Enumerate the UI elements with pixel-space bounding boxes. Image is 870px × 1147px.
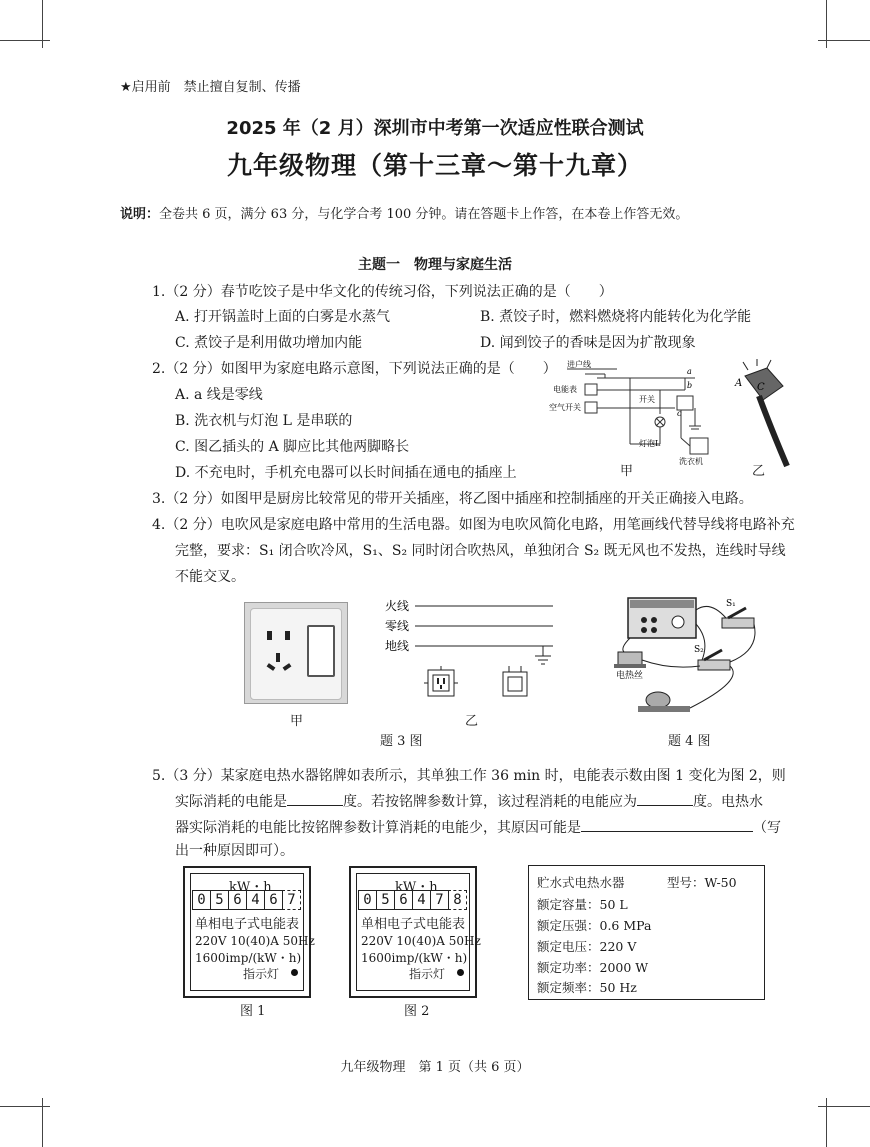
label-neutral-wire: 零线: [385, 619, 410, 633]
q4-line3: 不能交叉。: [175, 569, 245, 585]
q5-line2-part2: 度。若按铭牌参数计算，该过程消耗的电能应为: [343, 794, 637, 810]
meter-type: 单相电子式电能表: [195, 917, 300, 932]
crop-mark-bl-h: [0, 1106, 50, 1107]
nameplate-frequency: 额定频率：50 Hz: [537, 980, 637, 995]
section-theme: 主题一 物理与家庭生活: [358, 257, 512, 273]
meter-indicator-label: 指示灯: [409, 967, 446, 981]
exam-title: 2025 年（2 月）深圳市中考第一次适应性联合测试: [226, 118, 644, 139]
q5-line3-part2: （写: [753, 820, 781, 836]
label-b: b: [687, 381, 693, 390]
q5-blank-1[interactable]: [287, 791, 343, 806]
water-heater-nameplate: [528, 865, 765, 1000]
q5-line4: 出一种原因即可）。: [175, 843, 294, 859]
label-s2: S₂: [694, 645, 704, 655]
meter-unit: kW・h: [395, 880, 438, 895]
label-breaker: 空气开关: [549, 403, 581, 412]
label-heater: 电热丝: [616, 671, 644, 681]
label-c: c: [677, 409, 682, 418]
meter-digit: 4: [246, 890, 265, 910]
q3-stem: 3.（2 分）如图甲是厨房比较常见的带开关插座，将乙图中插座和控制插座的开关正确接入电路。: [152, 491, 753, 507]
meter-digit: 5: [376, 890, 395, 910]
meter-imp: 1600imp/(kW・h): [361, 951, 468, 965]
plug-label-a: A: [735, 378, 743, 389]
label-lamp: 灯泡L: [639, 439, 661, 448]
nameplate-power: 额定功率：2000 W: [537, 960, 649, 975]
label-s1: S₁: [726, 599, 736, 609]
q1-option-b: B. 煮饺子时，燃料燃烧将内能转化为化学能: [480, 309, 752, 325]
meter-digit: 6: [228, 890, 247, 910]
meter-digit: 5: [210, 890, 229, 910]
indicator-light-icon: [291, 969, 298, 976]
meter-digit: 6: [264, 890, 283, 910]
meter-indicator-label: 指示灯: [243, 967, 280, 981]
nameplate-model: 型号：W-50: [667, 875, 737, 890]
fig3-jia: 甲: [290, 714, 304, 729]
meter-imp: 1600imp/(kW・h): [195, 951, 302, 965]
label-incoming: 进户线: [567, 360, 591, 369]
fig3-caption: 题 3 图: [380, 734, 423, 749]
fig3-hole: [267, 631, 272, 640]
label-fire-wire: 火线: [385, 599, 410, 613]
q5-line3: [175, 817, 781, 837]
fig3-hole: [285, 631, 290, 640]
meter-digit: 0: [358, 890, 377, 910]
q5-line2-part1: 实际消耗的电能是: [175, 794, 287, 810]
label-earth-wire: 地线: [385, 639, 410, 653]
meter-type: 单相电子式电能表: [361, 917, 466, 932]
meter-digit: 7: [430, 890, 449, 910]
q5-blank-2[interactable]: [637, 791, 693, 806]
crop-mark-tr-h: [818, 40, 870, 41]
q4-line1: 4.（2 分）电吹风是家庭电路中常用的生活电器。如图为电吹风简化电路，用笔画线代替导线将电路补充: [152, 517, 795, 533]
fig3-socket-photo: [244, 602, 348, 704]
label-switch: 开关: [639, 395, 655, 404]
nameplate-pressure: 额定压强：0.6 MPa: [537, 918, 652, 933]
energy-meter-2: [349, 866, 481, 998]
q2-option-c: C. 图乙插头的 A 脚应比其他两脚略长: [175, 439, 410, 455]
fig3-yi: 乙: [465, 714, 479, 729]
q5-line2-part3: 度。电热水: [693, 794, 763, 810]
fig3-switch-rocker: [307, 625, 335, 677]
q1-stem: 1.（2 分）春节吃饺子是中华文化的传统习俗，下列说法正确的是（ ）: [152, 284, 613, 300]
instructions: [120, 203, 688, 222]
q5-blank-3[interactable]: [581, 817, 753, 832]
meter-rating: 220V 10(40)A 50Hz: [361, 934, 481, 948]
indicator-light-icon: [457, 969, 464, 976]
label-meter: 电能表: [553, 385, 577, 394]
q1-option-a: A. 打开锅盖时上面的白雾是水蒸气: [175, 309, 391, 325]
confidential-notice: ★启用前 禁止擅自复制、传播: [120, 80, 301, 95]
instruction-text: 全卷共 6 页，满分 63 分，与化学合考 100 分钟。请在答题卡上作答，在本卷上作答无效。: [159, 207, 689, 222]
exam-subtitle: 九年级物理（第十三章～第十九章）: [226, 151, 643, 180]
meter-digit-decimal: 7: [282, 890, 301, 910]
q5-line1: 5.（3 分）某家庭电热水器铭牌如表所示，其单独工作 36 min 时，电能表示数由图 1 变化为图 2，则: [152, 768, 786, 784]
meter-2-caption: 图 2: [404, 1004, 430, 1019]
q2-option-d: D. 不充电时，手机充电器可以长时间插在通电的插座上: [175, 465, 517, 481]
nameplate-name: 贮水式电热水器: [537, 875, 625, 890]
meter-rating: 220V 10(40)A 50Hz: [195, 934, 315, 948]
q2-option-b: B. 洗衣机与灯泡 L 是串联的: [175, 413, 353, 429]
meter-unit: kW・h: [229, 880, 272, 895]
q1-option-d: D. 闻到饺子的香味是因为扩散现象: [480, 335, 696, 351]
meter-1-caption: 图 1: [240, 1004, 266, 1019]
nameplate-capacity: 额定容量：50 L: [537, 897, 628, 912]
page-footer: 九年级物理 第 1 页（共 6 页）: [340, 1060, 530, 1075]
crop-mark-tl-h: [0, 40, 50, 41]
instruction-label: 说明：: [120, 207, 160, 222]
q1-option-c: C. 煮饺子是利用做功增加内能: [175, 335, 363, 351]
meter-digits: [359, 890, 467, 910]
plug-label-c: C: [757, 382, 765, 393]
crop-mark-br-h: [818, 1106, 870, 1107]
meter-digits: [193, 890, 301, 910]
q4-line2: 完整，要求：S₁ 闭合吹冷风，S₁、S₂ 同时闭合吹热风，单独闭合 S₂ 既无风也不发热，连线时导线: [175, 543, 786, 559]
q5-line3-part1: 器实际消耗的电能比按铭牌参数计算消耗的电能少，其原因可能是: [175, 820, 581, 836]
meter-digit-decimal: 8: [448, 890, 467, 910]
fig3-hole: [276, 653, 280, 662]
meter-digit: 0: [192, 890, 211, 910]
label-washer: 洗衣机: [679, 457, 703, 466]
q2-stem: 2.（2 分）如图甲为家庭电路示意图，下列说法正确的是（ ）: [152, 361, 557, 377]
nameplate-voltage: 额定电压：220 V: [537, 939, 637, 954]
q2-option-a: A. a 线是零线: [175, 387, 263, 403]
fig3-wiring-diagram: [383, 596, 558, 708]
fig4-caption: 题 4 图: [668, 734, 711, 749]
q2-fig-jia: 甲: [620, 464, 634, 479]
meter-digit: 6: [394, 890, 413, 910]
fig4-circuit-photo: [610, 590, 760, 720]
q5-line2: [175, 791, 763, 811]
q2-fig-yi: 乙: [752, 464, 766, 479]
label-a: a: [687, 367, 692, 376]
energy-meter-1: [183, 866, 315, 998]
meter-digit: 4: [412, 890, 431, 910]
